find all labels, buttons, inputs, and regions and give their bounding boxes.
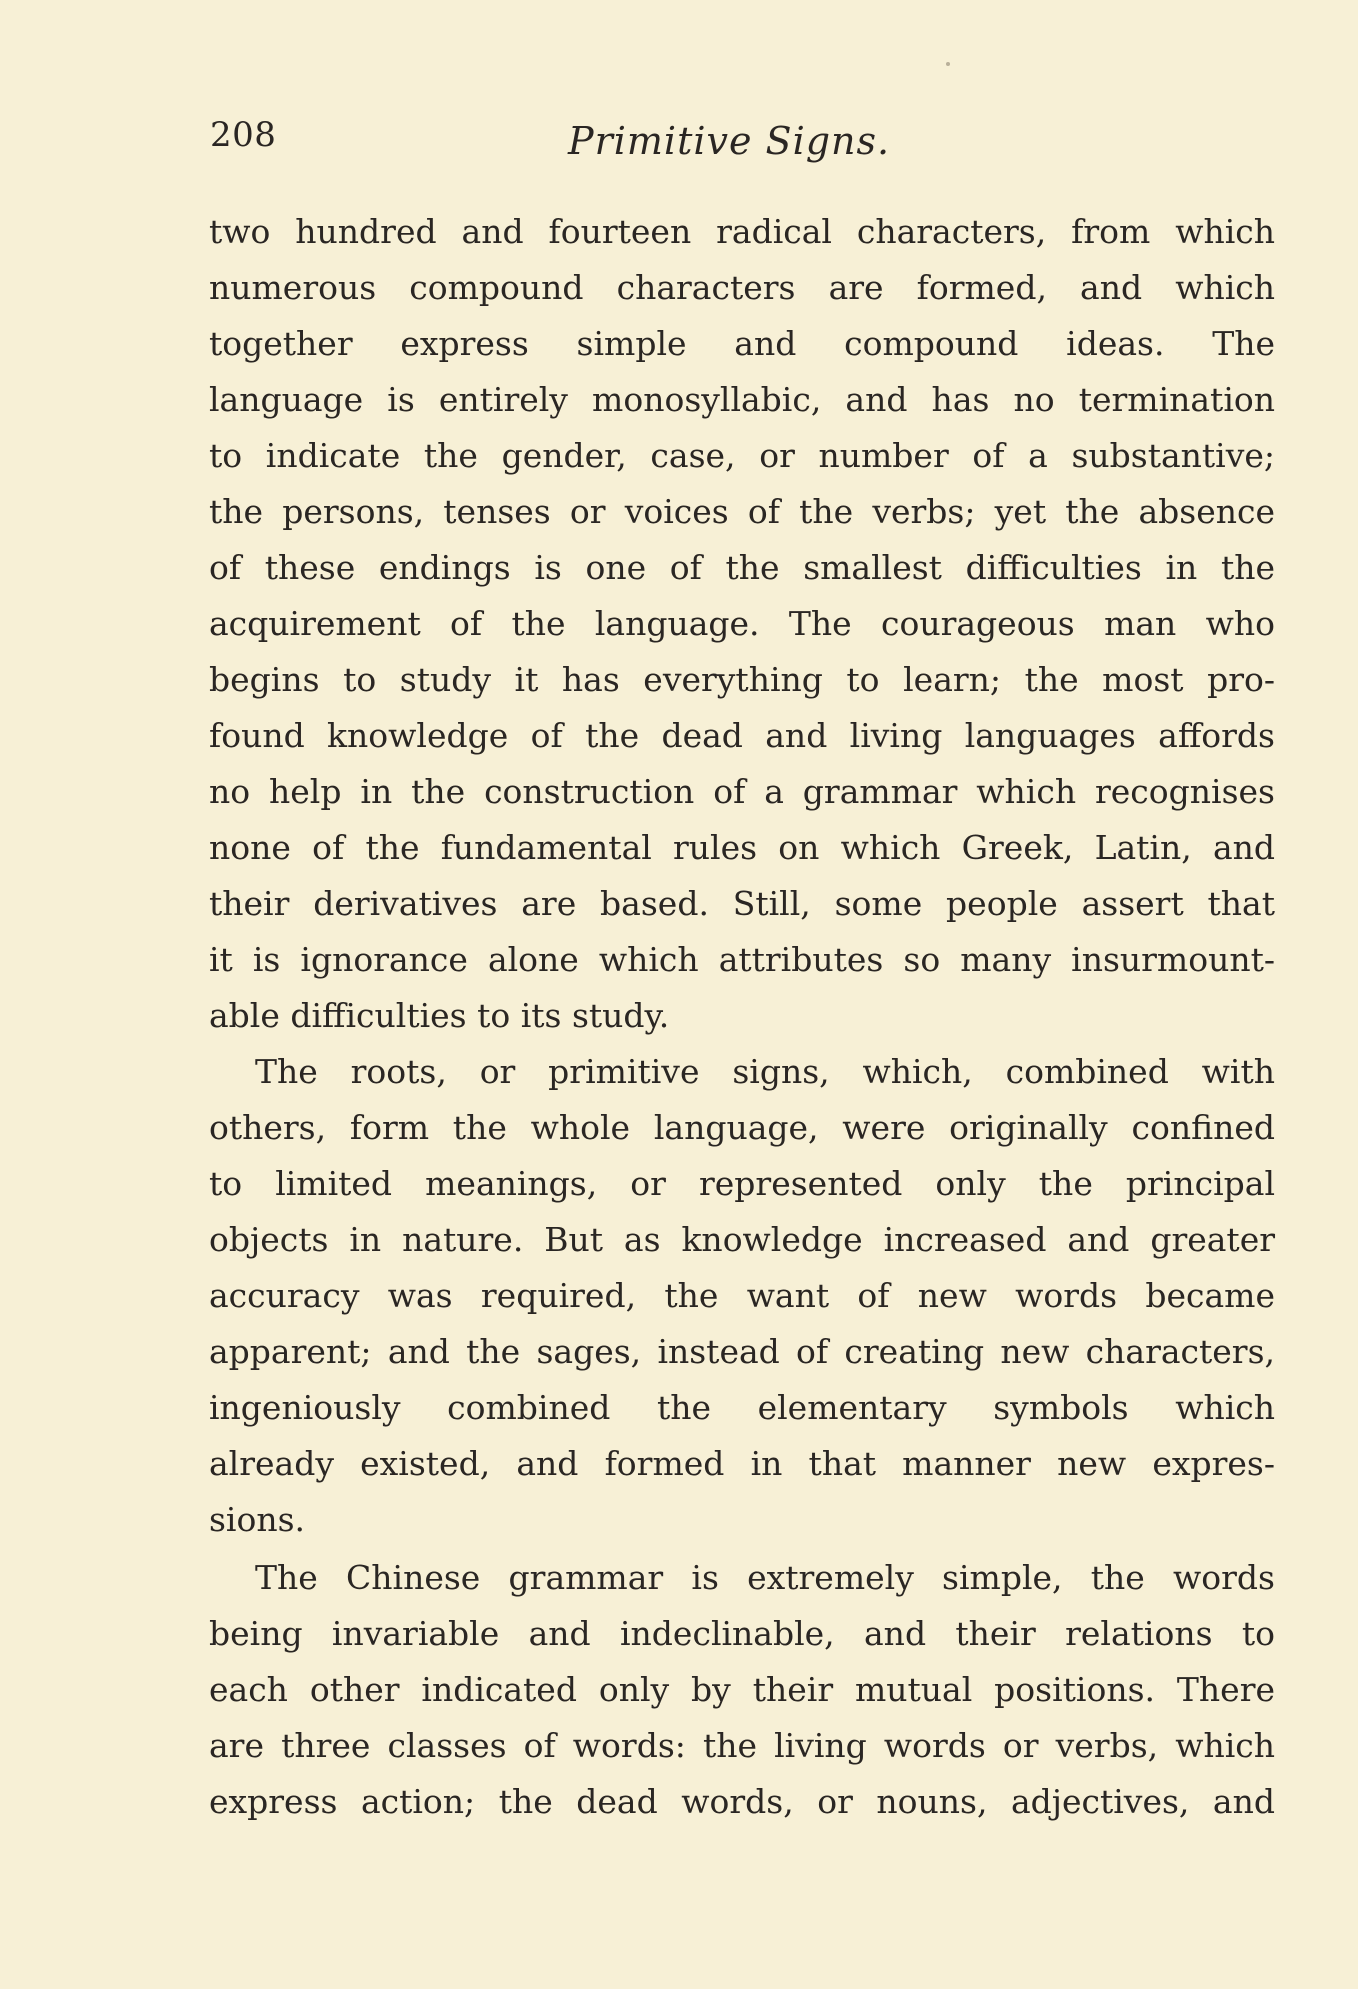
paragraph <box>209 1044 1275 1548</box>
paragraph <box>209 204 1275 1044</box>
text-line: are three classes of words: the living words or verbs, which <box>209 1726 1275 1765</box>
text-line: the persons, tenses or voices of the verbs; yet the absence <box>209 492 1275 531</box>
text-line: sions. <box>209 1500 306 1539</box>
text-line: objects in nature. But as knowledge increased and greater <box>209 1220 1275 1259</box>
text-line: already existed, and formed in that manner new expres- <box>209 1444 1275 1483</box>
paper-speck <box>946 62 950 66</box>
text-line: numerous compound characters are formed, and which <box>209 268 1275 307</box>
paragraph <box>209 1550 1275 1830</box>
text-line: accuracy was required, the want of new words became <box>209 1276 1275 1315</box>
text-line: two hundred and fourteen radical characters, from which <box>209 212 1275 251</box>
text-line: together express simple and compound ideas. The <box>209 324 1275 363</box>
text-line: none of the fundamental rules on which Greek, Latin, and <box>209 828 1275 867</box>
text-line: express action; the dead words, or nouns, adjectives, and <box>209 1782 1275 1821</box>
text-line: ingeniously combined the elementary symbols which <box>209 1388 1275 1427</box>
text-line: apparent; and the sages, instead of creating new characters, <box>209 1332 1275 1371</box>
text-line: of these endings is one of the smallest difficulties in the <box>209 548 1275 587</box>
text-line: found knowledge of the dead and living languages affords <box>209 716 1275 755</box>
body-text <box>209 204 1275 1830</box>
text-line: to indicate the gender, case, or number of a substantive; <box>209 436 1275 475</box>
text-line: The roots, or primitive signs, which, combined with <box>255 1052 1275 1091</box>
text-line: it is ignorance alone which attributes so many insurmount- <box>209 940 1275 979</box>
text-line: their derivatives are based. Still, some people assert that <box>209 884 1275 923</box>
page-number: 208 <box>210 115 277 155</box>
text-line: being invariable and indeclinable, and their relations to <box>209 1614 1275 1653</box>
text-line: to limited meanings, or represented only the principal <box>209 1164 1275 1203</box>
text-line: able difficulties to its study. <box>209 996 670 1035</box>
text-line: The Chinese grammar is extremely simple, the words <box>255 1558 1275 1597</box>
running-title: Primitive Signs. <box>568 119 891 163</box>
text-line: others, form the whole language, were originally confined <box>209 1108 1275 1147</box>
text-line: begins to study it has everything to learn; the most pro- <box>209 660 1275 699</box>
text-line: language is entirely monosyllabic, and has no termination <box>209 380 1275 419</box>
text-line: each other indicated only by their mutual positions. There <box>209 1670 1275 1709</box>
text-line: acquirement of the language. The courageous man who <box>209 604 1275 643</box>
text-line: no help in the construction of a grammar which recognises <box>209 772 1275 811</box>
